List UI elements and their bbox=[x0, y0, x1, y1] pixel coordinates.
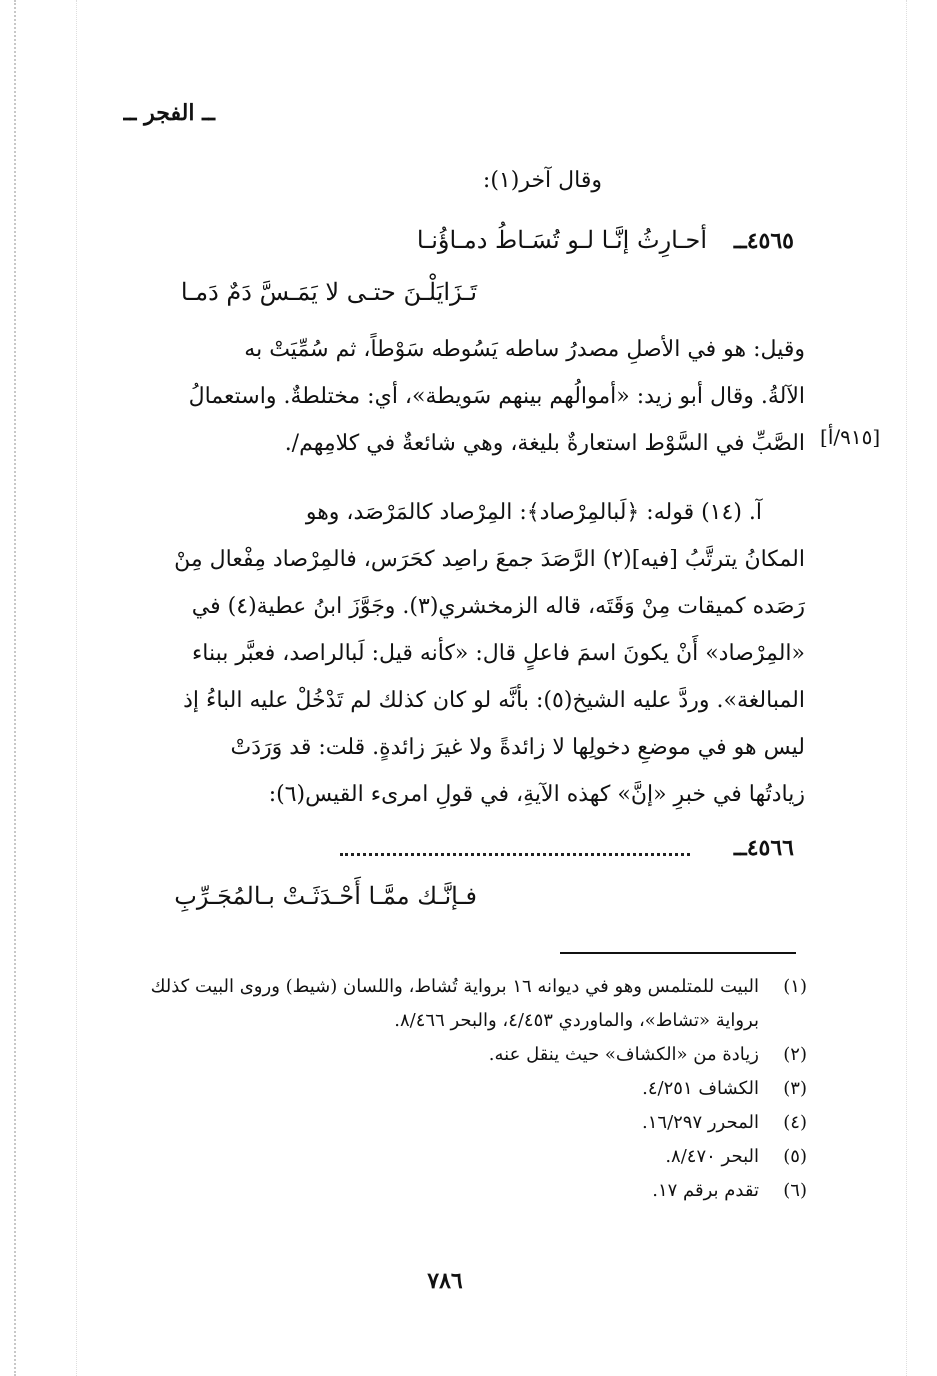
paragraph-line: الآلةُ. وقال أبو زيد: «أموالُهم بينهم سَويطة»، أي: مختلطةٌ. واستعمالُ bbox=[188, 384, 805, 409]
margin-folio-reference: [٩١٥/أ] bbox=[820, 425, 881, 449]
footnote-number: (٦) bbox=[783, 1180, 807, 1201]
footnote bbox=[107, 1174, 807, 1208]
verse-number: ٤٥٦٥ــ bbox=[733, 228, 794, 254]
page-number: ٧٨٦ bbox=[427, 1268, 463, 1294]
scan-edge-inner bbox=[76, 0, 79, 1376]
scan-edge-right bbox=[906, 0, 909, 1376]
footnote-text: البحر ٨/٤٧٠. bbox=[665, 1146, 759, 1167]
paragraph-line: زيادتُها في خبرِ «إنَّ» كهذه الآيةِ، في قولِ امرىء القيس(٦): bbox=[268, 782, 805, 807]
scan-edge-left bbox=[14, 0, 18, 1376]
footnote-number: (٢) bbox=[783, 1044, 807, 1065]
footnote bbox=[107, 1038, 807, 1072]
footnote-number: (١) bbox=[783, 976, 807, 997]
paragraph-line: وقيل: هو في الأصلِ مصدرُ ساطه يَسُوطه سَوْطاً، ثم سُمِّيَتْ به bbox=[244, 337, 805, 362]
footnote-text: الكشاف ٤/٢٥١. bbox=[642, 1078, 759, 1099]
verse-hemistich-2: تَـزَايَلْـنَ حتـى لا يَمَـسَّ دَمٌ دَمـا bbox=[180, 278, 477, 306]
footnotes bbox=[107, 970, 807, 1208]
omitted-hemistich-dots bbox=[340, 845, 690, 856]
paragraph-line: آ. (١٤) قوله: ﴿لَبالمِرْصاد﴾: المِرْصاد كالمَرْصَد، وهو bbox=[305, 500, 762, 525]
footnote bbox=[107, 1140, 807, 1174]
footnote-text: تقدم برقم ١٧. bbox=[652, 1180, 759, 1201]
running-header: ــ الفجر ــ bbox=[123, 100, 215, 126]
paragraph-line: «المِرْصاد» أَنْ يكونَ اسمَ فاعلٍ قال: «كأنه قيل: لَبالراصد، فعبَّر ببناء bbox=[191, 641, 805, 666]
footnote-number: (٣) bbox=[783, 1078, 807, 1099]
footnote bbox=[107, 970, 807, 1038]
verse-hemistich-2: فـإنَّـك ممَّـا أَحْـدَثَـتْ بـالمُجَـرِّبِ bbox=[174, 882, 477, 910]
paragraph-line: الصَّبِّ في السَّوْط استعارةٌ بليغة، وهي شائعةٌ في كلامِهم/. bbox=[284, 431, 805, 456]
intro-line: وقال آخر(١): bbox=[482, 168, 602, 193]
verse-number: ٤٥٦٦ــ bbox=[733, 835, 794, 861]
footnote-number: (٤) bbox=[783, 1112, 807, 1133]
footnote-text: البيت للمتلمس وهو في ديوانه ١٦ برواية تُشاط، واللسان (شيط) وروى البيت كذلك برواية «تشاط»، والماوردي ٤/٤٥٣، والبحر ٨/٤٦٦. bbox=[150, 976, 759, 1031]
footnote-text: زيادة من «الكشاف» حيث ينقل عنه. bbox=[488, 1044, 759, 1065]
verse-hemistich-1: أحـارِثُ إنَّـا لـو تُسَـاطُ دمـاؤُنـا bbox=[416, 226, 707, 254]
paragraph-line: المبالغة». وردَّ عليه الشيخ(٥): بأنَّه لو كان كذلك لم تَدْخُلْ عليه الباءُ إذ bbox=[183, 688, 805, 713]
footnote bbox=[107, 1106, 807, 1140]
paragraph-line: المكانُ يترتَّبُ [فيه](٢) الرَّصَدَ جمعَ راصِد كحَرَس، فالمِرْصاد مِفْعال مِنْ bbox=[174, 547, 805, 572]
footnote-number: (٥) bbox=[783, 1146, 807, 1167]
footnote-separator bbox=[560, 952, 796, 954]
footnote-text: المحرر ١٦/٢٩٧. bbox=[642, 1112, 759, 1133]
paragraph-line: رَصَده كميقات مِنْ وَقَتَه، قاله الزمخشري(٣). وجَوَّزَ ابنُ عطية(٤) في bbox=[191, 594, 805, 619]
footnote bbox=[107, 1072, 807, 1106]
paragraph-line: ليس هو في موضعِ دخولِها لا زائدةً ولا غيرَ زائدةٍ. قلت: قد وَرَدَتْ bbox=[230, 735, 805, 760]
